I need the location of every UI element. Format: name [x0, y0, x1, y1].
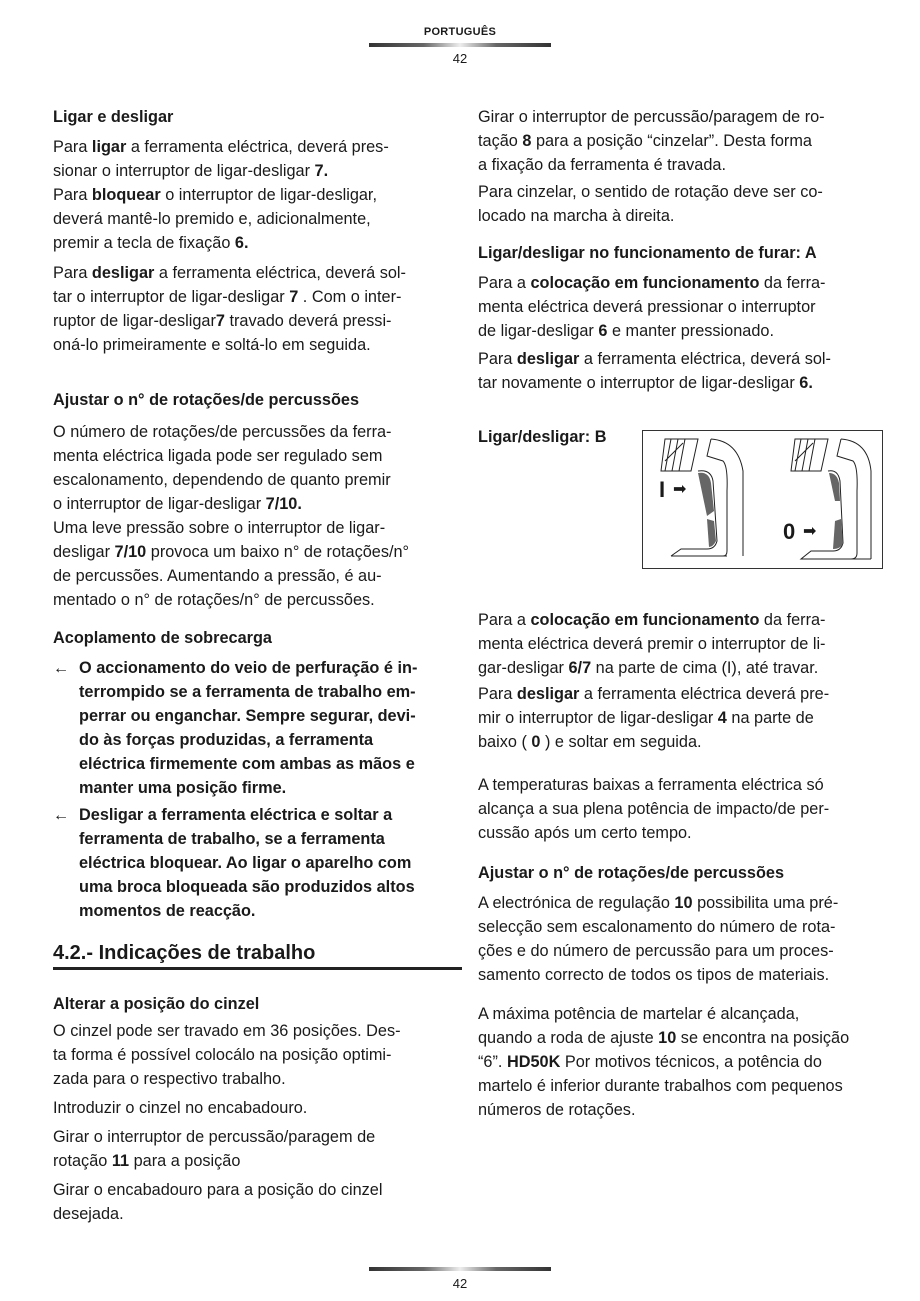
text-run: Girar o interruptor de percussão/paragem de rotação: [53, 1128, 376, 1170]
paragraph: [53, 420, 463, 516]
bold-text-run: O accionamento do veio de perfuração é in- terrompido se a ferramenta de trabalho em- perrar ou enganchar. Sempre segurar, devi- do às forças produzidas, a ferramenta eléctrica firmemente com ambas as mãos e manter uma posição firme.: [79, 659, 418, 797]
bold-text-run: Ajustar o n° de rotações/de percussões: [478, 864, 785, 882]
text-run: a ferramenta eléctrica, deverá sol- tar o interruptor de ligar-desligar: [53, 264, 406, 306]
footer-page-number: 42: [452, 1276, 468, 1291]
bold-text-run: 6: [598, 322, 608, 340]
text-run: . Com o inter- ruptor de ligar-desligar: [53, 288, 402, 330]
section-title: [53, 940, 463, 966]
paragraph: [53, 183, 463, 255]
bold-text-run: 7/10: [114, 543, 147, 561]
paragraph: [53, 1096, 463, 1120]
text-run: O cinzel pode ser travado em 36 posições. Des- ta forma é possível colocálo na posição optimi- zada para o respectivo trabalho.: [53, 1022, 401, 1088]
paragraph: [478, 271, 888, 343]
paragraph: [478, 347, 888, 395]
bold-text-run: 6.: [234, 234, 249, 252]
footer-divider: [369, 1267, 551, 1271]
bold-text-run: Ligar e desligar: [53, 108, 174, 126]
text-run: para a posição “cinzelar”. Desta forma a fixação da ferramenta é travada.: [478, 132, 812, 174]
text-run: Girar o encabadouro para a posição do cinzel desejada.: [53, 1181, 383, 1223]
bold-text-run: desligar: [516, 350, 580, 368]
text-run: travado deverá pressi- oná-lo primeiramente e soltá-lo em seguida.: [53, 312, 392, 354]
arrow-left-icon: ←: [53, 659, 70, 677]
text-run: A máxima potência de martelar é alcançada, quando a roda de ajuste: [478, 1005, 800, 1047]
on-position-label: I: [659, 477, 666, 502]
text-run: a ferramenta eléctrica, deverá pres- sionar o interruptor de ligar-desligar: [53, 138, 389, 180]
text-run: na parte de cima (I), até travar.: [591, 659, 819, 677]
bold-text-run: 4: [717, 709, 727, 727]
bold-text-run: desligar: [516, 685, 580, 703]
header-divider: [369, 43, 551, 47]
bold-text-run: Ligar/desligar: B: [478, 428, 607, 446]
bold-text-run: 7/10.: [265, 495, 302, 513]
text-run: Para: [53, 264, 92, 282]
bold-text-run: 6.: [799, 374, 813, 392]
bold-text-run: 0: [531, 733, 541, 751]
bold-text-run: 4.2.- Indicações de trabalho: [53, 942, 316, 964]
arrow-left-icon: ←: [53, 806, 70, 824]
text-run: da ferra- menta eléctrica deverá premir o interruptor de li- gar-desligar: [478, 611, 826, 677]
paragraph: [53, 516, 463, 612]
bold-text-run: 6/7: [568, 659, 592, 677]
bold-text-run: 11: [111, 1152, 130, 1170]
text-run: Girar o interruptor de percussão/paragem de ro- tação: [478, 108, 825, 150]
heading-alterar-cinzel: [53, 992, 463, 1016]
text-run: A electrónica de regulação: [478, 894, 675, 912]
text-run: Para: [478, 350, 517, 368]
paragraph: [478, 608, 888, 680]
text-run: Para: [53, 138, 92, 156]
section-title-underline: [53, 967, 462, 970]
text-run: Para a: [478, 274, 531, 292]
switch-diagram: [642, 430, 883, 569]
bold-text-run: 10: [674, 894, 693, 912]
text-run: ) e soltar em seguida.: [540, 733, 702, 751]
text-run: Por motivos técnicos, a potência do martelo é inferior durante trabalhos com pequenos números de rotações.: [478, 1053, 843, 1119]
text-run: a ferramenta eléctrica, deverá sol- tar novamente o interruptor de ligar-desligar: [478, 350, 831, 392]
heading-ligar-desligar-b: [478, 425, 628, 449]
heading-ajustar-rotacoes: [53, 388, 463, 412]
heading-furar-a: [478, 241, 888, 265]
bold-text-run: Desligar a ferramenta eléctrica e soltar a ferramenta de trabalho, se a ferramenta eléctrica bloquear. Ao ligar o aparelho com uma broca bloqueada são produzidos altos momentos de reacção.: [79, 806, 415, 920]
paragraph: [53, 135, 463, 183]
arrow-right-icon: ➡: [673, 481, 687, 498]
bold-text-run: 10: [658, 1029, 677, 1047]
text-run: Para: [478, 685, 517, 703]
text-run: provoca um baixo n° de rotações/n° de percussões. Aumentando a pressão, é au- mentado o n° de rotações/n° de percussões.: [53, 543, 410, 609]
text-run: Para: [53, 186, 92, 204]
text-run: na parte de baixo (: [478, 709, 814, 751]
bold-text-run: Ligar/desligar no funcionamento de furar: A: [478, 244, 817, 262]
header-language: PORTUGUÊS: [423, 26, 497, 38]
warning-bullet: [53, 656, 489, 800]
header-page-number: 42: [452, 51, 468, 66]
paragraph: [478, 891, 888, 987]
text-run: e manter pressionado.: [607, 322, 774, 340]
bold-text-run: Acoplamento de sobrecarga: [53, 629, 272, 647]
bold-text-run: HD50K: [506, 1053, 561, 1071]
bold-text-run: 7: [289, 288, 299, 306]
bold-text-run: colocação em funcionamento: [530, 611, 760, 629]
text-run: se encontra na posição “6”.: [478, 1029, 850, 1071]
bold-text-run: Alterar a posição do cinzel: [53, 995, 260, 1013]
paragraph: [478, 1002, 888, 1122]
bold-text-run: desligar: [91, 264, 155, 282]
text-run: Para cinzelar, o sentido de rotação deve ser co- locado na marcha à direita.: [478, 183, 823, 225]
warning-bullet: [53, 803, 489, 923]
paragraph: [478, 105, 888, 177]
paragraph: [53, 1178, 463, 1226]
text-run: Uma leve pressão sobre o interruptor de ligar- desligar: [53, 519, 386, 561]
bold-text-run: 7.: [314, 162, 329, 180]
bold-text-run: 8: [522, 132, 532, 150]
arrow-right-icon: ➡: [803, 523, 817, 540]
bold-text-run: Ajustar o n° de rotações/de percussões: [53, 391, 360, 409]
text-run: Introduzir o cinzel no encabadouro.: [53, 1099, 308, 1117]
heading-ligar-desligar: [53, 105, 463, 129]
text-run: a ferramenta eléctrica deverá pre- mir o interruptor de ligar-desligar: [478, 685, 830, 727]
off-position-label: 0: [783, 519, 796, 544]
paragraph: [53, 261, 463, 357]
bold-text-run: colocação em funcionamento: [530, 274, 760, 292]
heading-acoplamento: [53, 626, 463, 650]
heading-ajustar-rotacoes-2: [478, 861, 888, 885]
text-run: Para a: [478, 611, 531, 629]
bold-text-run: bloquear: [91, 186, 161, 204]
bold-text-run: 7: [215, 312, 225, 330]
text-run: A temperaturas baixas a ferramenta eléctrica só alcança a sua plena potência de impacto/de per- cussão após um certo tempo.: [478, 776, 830, 842]
bold-text-run: ligar: [91, 138, 127, 156]
text-run: da ferra- menta eléctrica deverá pressionar o interruptor de ligar-desligar: [478, 274, 826, 340]
switch-illustration: [643, 431, 882, 568]
text-run: O número de rotações/de percussões da ferra- menta eléctrica ligada pode ser regulado sem escalonamento, dependendo de quanto premir o interruptor de ligar-desligar: [53, 423, 392, 513]
text-run: para a posição: [129, 1152, 241, 1170]
paragraph: [478, 180, 888, 228]
paragraph: [53, 1125, 463, 1173]
paragraph: [478, 773, 888, 845]
text-run: o interruptor de ligar-desligar, deverá mantê-lo premido e, adicionalmente, premir a tecla de fixação: [53, 186, 377, 252]
paragraph: [53, 1019, 463, 1091]
text-run: possibilita uma pré- selecção sem escalonamento do número de rota- ções e do número de percussão para um proces- samento correcto de todos os tipos de materiais.: [478, 894, 839, 984]
paragraph: [478, 682, 888, 754]
